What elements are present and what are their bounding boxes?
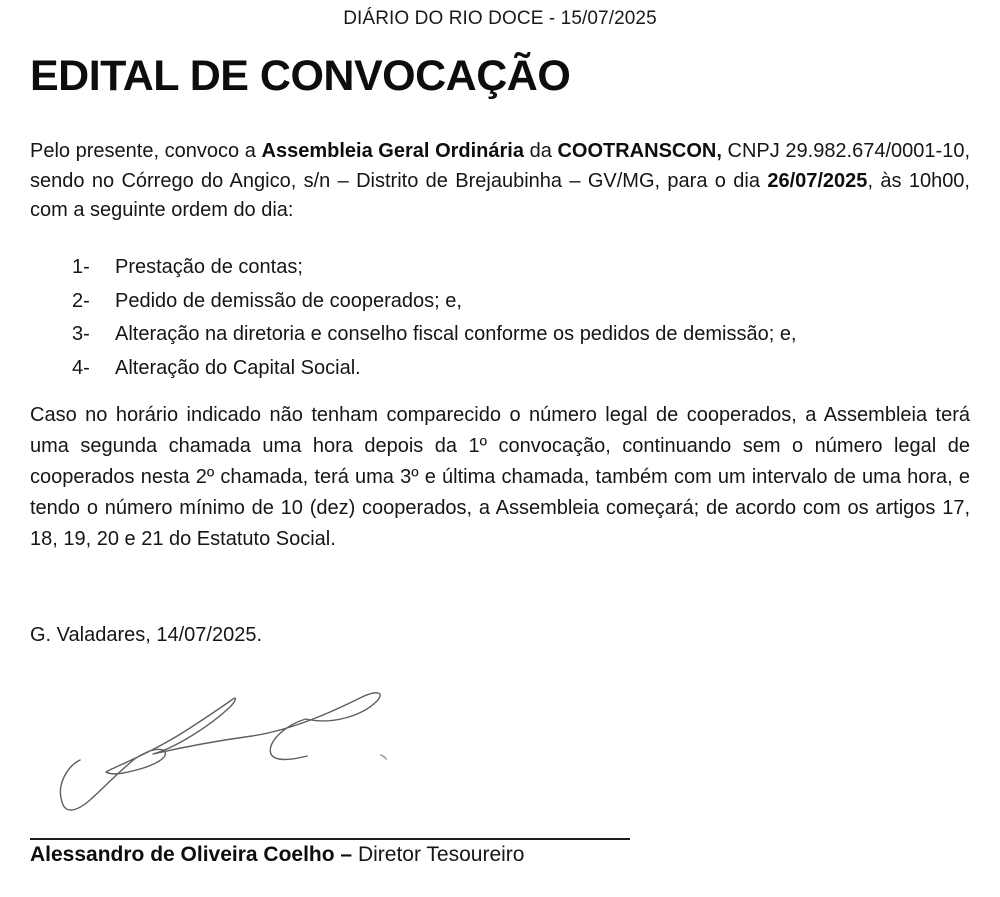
dateline: G. Valadares, 14/07/2025. <box>30 624 263 646</box>
agenda-item-2 <box>72 285 797 319</box>
signer-role: Diretor Tesoureiro <box>357 843 525 866</box>
agenda-item-number: 3- <box>72 323 90 345</box>
signature-image <box>40 666 660 826</box>
signature-stroke <box>60 693 380 810</box>
quorum-paragraph: Caso no horário indicado não tenham comparecido o número legal de cooperados, a Assembleia terá uma segunda chamada uma hora depois da 1º convocação, continuando sem o número legal de cooperados nesta 2º chamada, terá uma 3º e última chamada, também com um intervalo de uma hora, e tendo o número mínimo de 10 (dez) cooperados, a Assembleia começará; de acordo com os artigos 17, 18, 19, 20 e 21 do Estatuto Social. <box>30 404 970 550</box>
agenda-item-text: Alteração na diretoria e conselho fiscal conforme os pedidos de demissão; e, <box>115 323 797 345</box>
agenda-item-number: 4- <box>72 356 90 379</box>
signer-line <box>30 841 524 868</box>
agenda-item-text: Alteração do Capital Social. <box>115 356 361 379</box>
signature-pen-dot <box>381 755 386 759</box>
page-title: EDITAL DE CONVOCAÇÃO <box>30 52 571 100</box>
agenda-item-text: Prestação de contas; <box>115 256 303 278</box>
agenda-item-1 <box>72 251 797 285</box>
agenda-item-3 <box>72 318 797 352</box>
agenda-item-number: 2- <box>72 289 90 312</box>
agenda-item-4 <box>72 352 797 386</box>
signer-name: Alessandro de Oliveira Coelho – <box>30 843 353 866</box>
agenda-list <box>72 251 797 385</box>
agenda-item-text: Pedido de demissão de cooperados; e, <box>115 289 462 312</box>
intro-paragraph: Pelo presente, convoco a Assembleia Geral Ordinária da COOTRANSCON, CNPJ 29.982.674/0001-10, sendo no Córrego do Angico, s/n – Distrito de Brejaubinha – GV/MG, para o dia 26/07/2025, às 10h00, com a seguinte ordem do dia: <box>30 140 970 221</box>
signature-line <box>30 838 630 840</box>
masthead-text: DIÁRIO DO RIO DOCE - 15/07/2025 <box>343 8 657 29</box>
agenda-item-number: 1- <box>72 256 90 278</box>
